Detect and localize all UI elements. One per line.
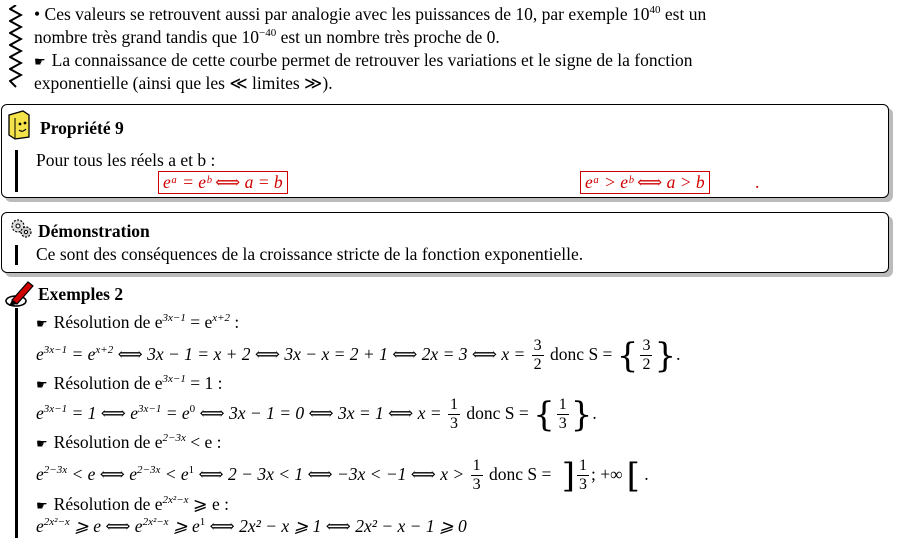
propriete-statement: Pour tous les réels a et b : bbox=[36, 150, 216, 170]
exponent: 2x²−x bbox=[162, 494, 189, 506]
exponent: 3x−1 bbox=[43, 403, 68, 415]
math-text: e bbox=[36, 403, 44, 423]
numerator: 1 bbox=[472, 457, 481, 475]
math-text: < e bbox=[164, 464, 189, 484]
label-text: : bbox=[230, 312, 240, 332]
brace: } bbox=[654, 335, 677, 376]
exponent: 2x²−x bbox=[43, 516, 70, 528]
exponent: 3x−1 bbox=[138, 403, 162, 415]
math-text: e bbox=[36, 464, 44, 484]
denominator: 3 bbox=[472, 476, 481, 494]
math-text: donc S = bbox=[488, 464, 552, 484]
propriete-bar bbox=[15, 150, 18, 192]
label-text: Résolution de e bbox=[53, 432, 163, 452]
exponent: 3x−1 bbox=[162, 312, 186, 324]
math-text: donc S = bbox=[550, 344, 613, 364]
exponent: 1 bbox=[188, 464, 195, 476]
book-icon bbox=[6, 110, 32, 140]
math-text: e bbox=[36, 344, 44, 364]
pointing-hand-icon: ☛ bbox=[34, 55, 46, 70]
fraction bbox=[448, 396, 460, 433]
denominator: 3 bbox=[558, 415, 567, 433]
example-4-solution bbox=[36, 516, 467, 537]
math-text: ⩾ e bbox=[172, 516, 200, 536]
exponent: 2−3x bbox=[43, 464, 68, 476]
propriete-title: Propriété 9 bbox=[40, 118, 124, 138]
label-text: Résolution de e bbox=[53, 312, 163, 332]
gears-icon bbox=[9, 217, 33, 239]
math-text: = e bbox=[71, 344, 96, 364]
denominator: 2 bbox=[533, 356, 542, 374]
intro-text: La connaissance de cette courbe permet de retrouver les variations et le signe de la fonction bbox=[51, 50, 693, 70]
example-1-solution: $e^{3x-1} = e^{x+2}$ ⟺ 3x − 1 = x + 2 ⟺ 3x − x = 2 + 1 ⟺ 2x = 3 ⟺ x = $\frac{3}{2}$ donc S = { $\frac{3}{2}$ }. bbox=[36, 335, 681, 376]
pointing-hand-icon: ☛ bbox=[36, 437, 48, 452]
bullet: • bbox=[34, 4, 45, 24]
exponent: 1 bbox=[199, 516, 206, 528]
demonstration-title: Démonstration bbox=[38, 221, 150, 241]
exemples-bar bbox=[15, 308, 18, 538]
zigzag-decoration bbox=[9, 5, 23, 89]
math-text: ⟺ 3x − 1 = x + 2 ⟺ 3x − x = 2 + 1 ⟺ 2x = 3 ⟺ x = bbox=[117, 344, 526, 364]
pencil-icon bbox=[4, 280, 34, 308]
numerator: 3 bbox=[533, 337, 542, 355]
intro-text: nombre très grand tandis que 10 bbox=[34, 27, 260, 47]
propriete-text bbox=[36, 150, 215, 171]
pointing-hand-icon: ☛ bbox=[36, 499, 48, 514]
fraction bbox=[532, 337, 544, 374]
demonstration-bar bbox=[15, 245, 18, 265]
label-text: Résolution de e bbox=[53, 373, 163, 393]
example-3-solution: $e^{2-3x} < e$ ⟺ $e^{2-3x} < e^1$ ⟺ 2 − 3x < 1 ⟺ −3x < −1 ⟺ x > $\frac{1}{3}$ donc S = ] $\frac{1}{3}$ ; +∞ [ . bbox=[36, 455, 649, 496]
numerator: 1 bbox=[449, 396, 458, 414]
exponent: 3x−1 bbox=[43, 344, 68, 356]
demonstration-text: Ce sont des conséquences de la croissance stricte de la fonction exponentielle. bbox=[36, 244, 584, 264]
brace: { bbox=[616, 335, 639, 376]
exponent: 0 bbox=[189, 403, 196, 415]
intro-text: est un bbox=[664, 4, 707, 24]
numerator: 3 bbox=[642, 337, 651, 355]
bracket: ] bbox=[561, 455, 575, 496]
bracket: [ bbox=[626, 455, 640, 496]
math-text: ; +∞ bbox=[590, 464, 623, 484]
pointing-hand-icon: ☛ bbox=[36, 317, 48, 332]
example-2-solution: $e^{3x-1} = 1$ ⟺ $e^{3x-1} = e^0$ ⟺ 3x − 1 = 0 ⟺ 3x = 1 ⟺ x = $\frac{1}{3}$ donc S = { $\frac{1}{3}$ }. bbox=[36, 394, 597, 435]
example-2-label bbox=[36, 373, 222, 394]
label-text: = 1 : bbox=[185, 373, 223, 393]
math-text: < e ⟺ e bbox=[71, 464, 138, 484]
exponent: 2−3x bbox=[137, 464, 161, 476]
exponent: x+2 bbox=[212, 312, 231, 324]
math-text: ⩾ e ⟺ e bbox=[74, 516, 143, 536]
label-text: = e bbox=[185, 312, 213, 332]
numerator: 1 bbox=[558, 396, 567, 414]
exponent: 40 bbox=[649, 4, 661, 16]
exponent: −40 bbox=[259, 27, 277, 39]
pointing-hand-icon: ☛ bbox=[36, 378, 48, 393]
exponent: x+2 bbox=[95, 344, 114, 356]
denominator: 3 bbox=[449, 415, 458, 433]
math-text: ⟺ 3x − 1 = 0 ⟺ 3x = 1 ⟺ x = bbox=[199, 403, 442, 423]
denominator: 2 bbox=[642, 356, 651, 374]
brace: { bbox=[533, 394, 555, 435]
example-1-label bbox=[36, 312, 239, 333]
exponent: 2x²−x bbox=[142, 516, 169, 528]
fraction bbox=[640, 337, 652, 374]
label-text: < e : bbox=[185, 432, 222, 452]
label-text: ⩾ e : bbox=[188, 494, 229, 514]
example-3-label bbox=[36, 432, 221, 453]
exponent: 2−3x bbox=[162, 432, 186, 444]
fraction bbox=[471, 457, 483, 494]
math-text: e bbox=[36, 516, 44, 536]
math-text: = e bbox=[165, 403, 190, 423]
intro-line-2 bbox=[34, 27, 500, 48]
period: . bbox=[755, 172, 760, 192]
math-text: = 1 ⟺ e bbox=[71, 403, 139, 423]
math-text: ⟺ 2 − 3x < 1 ⟺ −3x < −1 ⟺ x > bbox=[198, 464, 465, 484]
intro-text: est un nombre très proche de 0. bbox=[280, 27, 500, 47]
math-text: ⟺ 2x² − x ⩾ 1 ⟺ 2x² − x − 1 ⩾ 0 bbox=[209, 516, 467, 536]
fraction bbox=[557, 396, 569, 433]
intro-line-1 bbox=[34, 4, 706, 25]
exemples-title: Exemples 2 bbox=[38, 284, 124, 304]
example-4-label bbox=[36, 494, 229, 515]
intro-line-4 bbox=[34, 73, 333, 94]
numerator: 1 bbox=[578, 457, 587, 475]
denominator: 3 bbox=[578, 476, 587, 494]
fraction bbox=[577, 457, 589, 494]
intro-line-3 bbox=[34, 50, 693, 71]
math-text: donc S = bbox=[466, 403, 529, 423]
equivalence-equal: eᵃ = eᵇ ⟺ a = b bbox=[158, 171, 288, 194]
label-text: Résolution de e bbox=[53, 494, 163, 514]
brace: } bbox=[570, 394, 593, 435]
intro-text: exponentielle (ainsi que les ≪ limites ≫). bbox=[34, 73, 333, 93]
exponent: 3x−1 bbox=[162, 373, 186, 385]
intro-text: Ces valeurs se retrouvent aussi par analogie avec les puissances de 10, par exemple 10 bbox=[44, 4, 650, 24]
equivalence-greater: eᵃ > eᵇ ⟺ a > b bbox=[580, 171, 710, 194]
